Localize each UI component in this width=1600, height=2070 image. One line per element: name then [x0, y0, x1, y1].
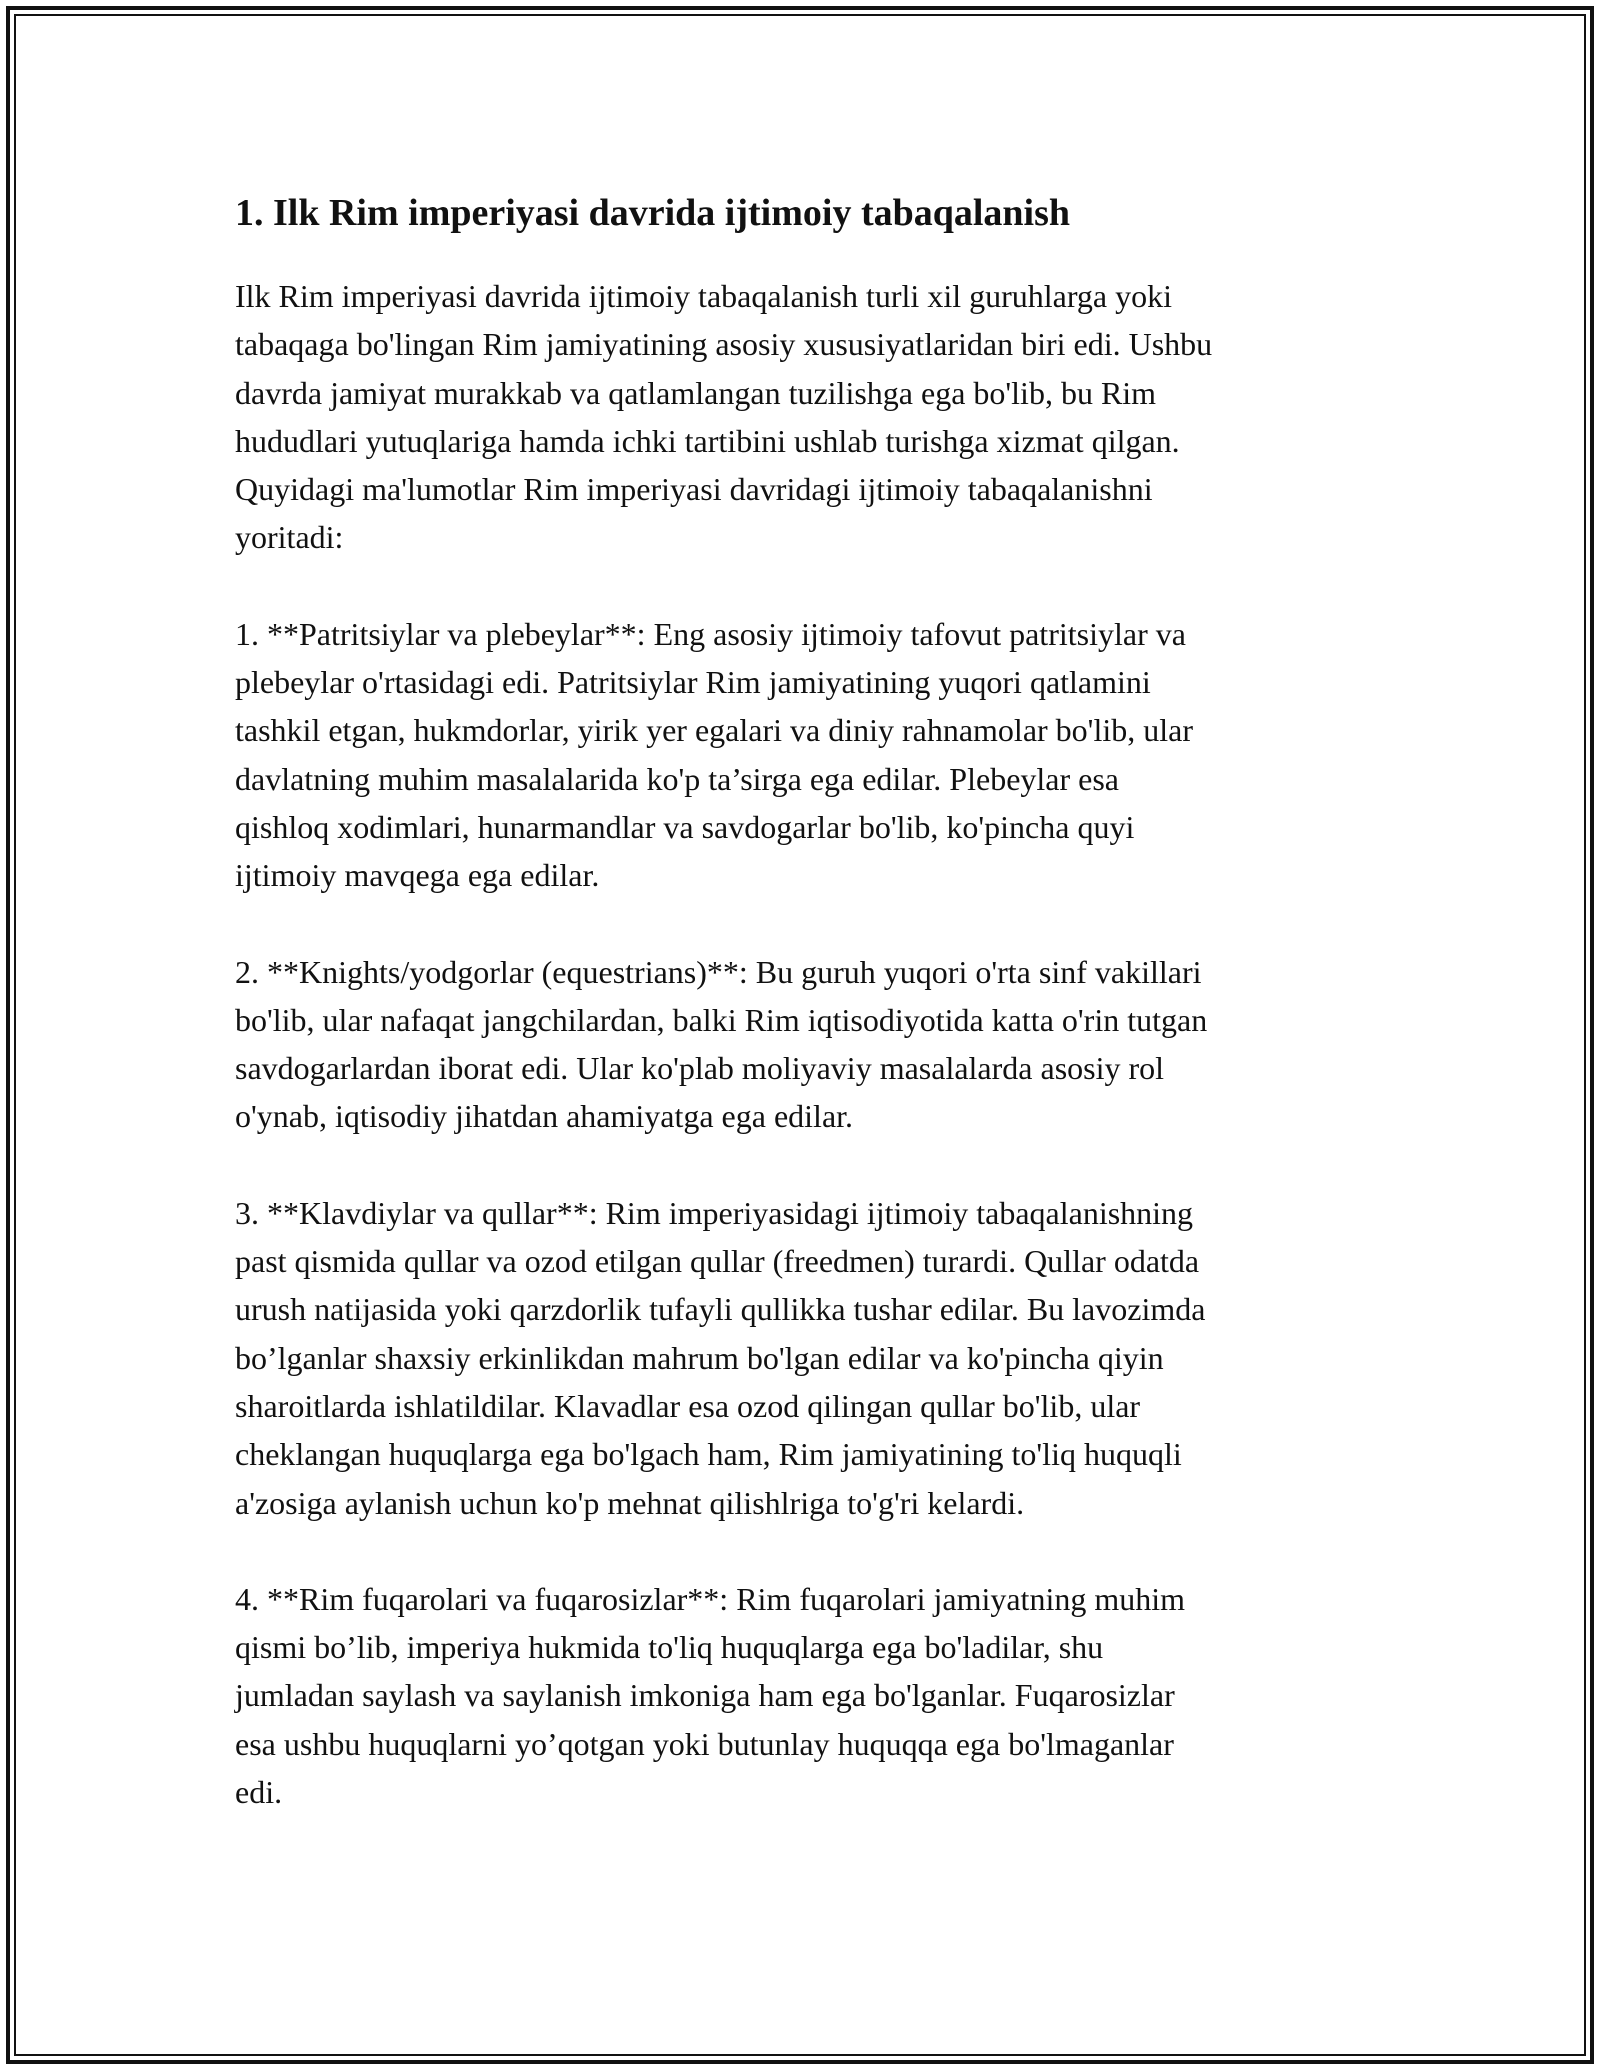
text-line: cheklangan huquqlarga ega bo'lgach ham, Rim jamiyatining to'liq huquqli — [235, 1436, 1182, 1473]
text-line: 2. **Knights/yodgorlar (equestrians)**: Bu guruh yuqori o'rta sinf vakillari — [235, 953, 1202, 990]
text-line: Ilk Rim imperiyasi davrida ijtimoiy tabaqalanish turli xil guruhlarga yoki — [235, 278, 1173, 314]
text-line: yoritadi: — [235, 519, 344, 556]
text-line: jumladan saylash va saylanish imkoniga ham ega bo'lganlar. Fuqarosizlar — [235, 1677, 1175, 1714]
text-line: bo’lganlar shaxsiy erkinlikdan mahrum bo'lgan edilar va ko'pincha qiyin — [235, 1339, 1164, 1376]
text-line: o'ynab, iqtisodiy jihatdan ahamiyatga ega edilar. — [235, 1098, 854, 1135]
text-line: 1. **Patritsiylar va plebeylar**: Eng asosiy ijtimoiy tafovut patritsiylar va — [235, 615, 1186, 652]
text-line: Quyidagi ma'lumotlar Rim imperiyasi davridagi ijtimoiy tabaqalanishni — [235, 471, 1153, 508]
document-title: 1. Ilk Rim imperiyasi davrida ijtimoiy tabaqalanish — [235, 192, 1071, 234]
text-line: a'zosiga aylanish uchun ko'p mehnat qilishlriga to'g'ri kelardi. — [235, 1484, 1025, 1521]
text-line: past qismida qullar va ozod etilgan qullar (freedmen) turardi. Qullar odatda — [235, 1243, 1200, 1280]
text-line: hududlari yutuqlariga hamda ichki tartibini ushlab turishga xizmat qilgan. — [235, 422, 1180, 459]
document-body — [235, 180, 1370, 1864]
text-line: ijtimoiy mavqega ega edilar. — [235, 857, 600, 894]
text-line: davrda jamiyat murakkab va qatlamlangan tuzilishga ega bo'lib, bu Rim — [235, 374, 1157, 411]
text-line: davlatning muhim masalalarida ko'p ta’sirga ega edilar. Plebeylar esa — [235, 760, 1119, 797]
list-item-knights — [235, 948, 1370, 1141]
list-item-slaves — [235, 1189, 1370, 1527]
text-line: urush natijasida yoki qarzdorlik tufayli qullikka tushar edilar. Bu lavozimda — [235, 1291, 1206, 1328]
text-line: edi. — [235, 1774, 283, 1811]
text-line: sharoitlarda ishlatildilar. Klavadlar esa ozod qilingan qullar bo'lib, ular — [235, 1387, 1141, 1424]
list-item-patricians — [235, 610, 1370, 900]
text-line: tashkil etgan, hukmdorlar, yirik yer egalari va diniy rahnamolar bo'lib, ular — [235, 712, 1193, 749]
text-line: bo'lib, ular nafaqat jangchilardan, balki Rim iqtisodiyotida katta o'rin tutgan — [235, 1001, 1208, 1038]
text-line: 3. **Klavdiylar va qullar**: Rim imperiyasidagi ijtimoiy tabaqalanishning — [235, 1194, 1194, 1231]
text-line: esa ushbu huquqlarni yo’qotgan yoki butunlay huquqqa ega bo'lmaganlar — [235, 1725, 1174, 1762]
text-line: qishloq xodimlari, hunarmandlar va savdogarlar bo'lib, ko'pincha quyi — [235, 808, 1135, 845]
text-line: 4. **Rim fuqarolari va fuqarosizlar**: Rim fuqarolari jamiyatning muhim — [235, 1580, 1185, 1617]
text-line: qismi bo’lib, imperiya hukmida to'liq huquqlarga ega bo'ladilar, shu — [235, 1629, 1104, 1666]
text-line: tabaqaga bo'lingan Rim jamiyatining asosiy xususiyatlaridan biri edi. Ushbu — [235, 326, 1213, 363]
intro-paragraph — [235, 272, 1370, 562]
text-line: savdogarlardan iborat edi. Ular ko'plab moliyaviy masalalarda asosiy rol — [235, 1050, 1165, 1087]
text-line: plebeylar o'rtasidagi edi. Patritsiylar Rim jamiyatining yuqori qatlamini — [235, 664, 1151, 701]
list-item-citizens — [235, 1575, 1370, 1816]
